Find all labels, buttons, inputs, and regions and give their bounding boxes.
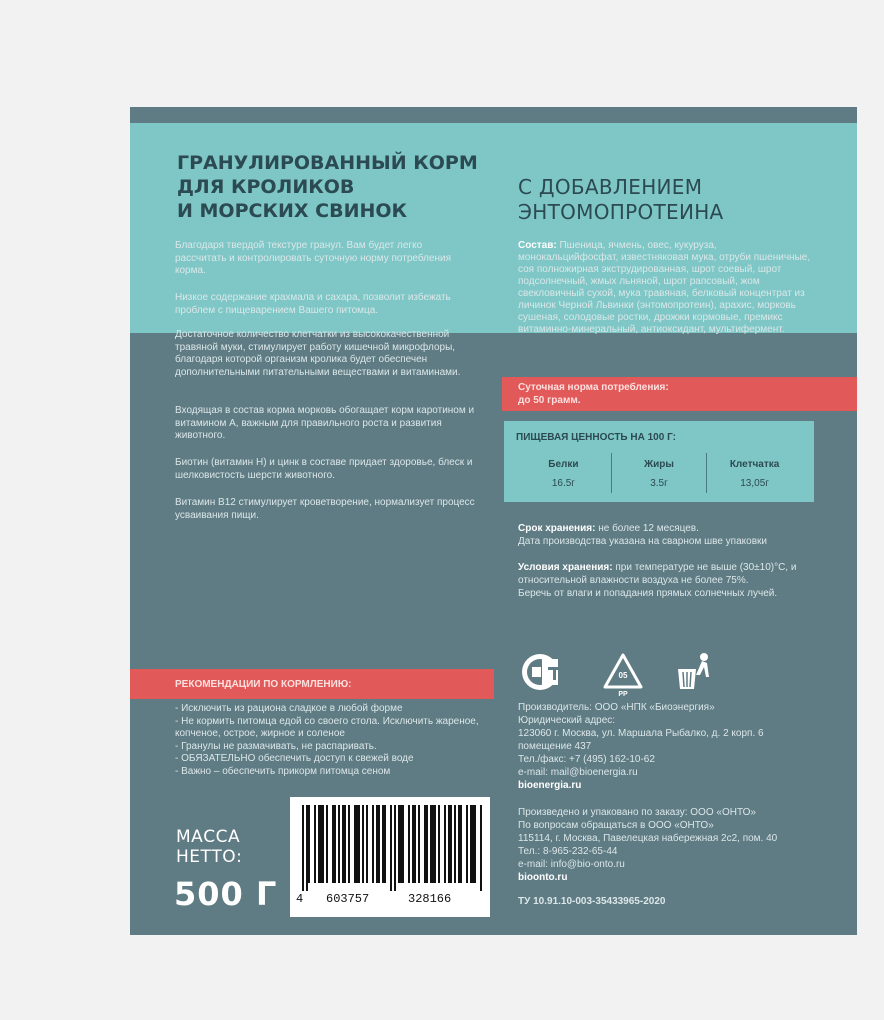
shelf-life-text: не более 12 месяцев. bbox=[595, 523, 699, 534]
barcode-bar bbox=[306, 805, 308, 891]
barcode-bar bbox=[378, 805, 380, 883]
recycle-code: 05 bbox=[618, 671, 628, 680]
shelf-life-note: Дата производства указана на сварном шве упаковки bbox=[518, 536, 767, 547]
daily-norm-banner bbox=[502, 377, 857, 411]
list-item: - Важно – обеспечить прикорм питомца сеном bbox=[175, 765, 391, 777]
product-subtitle: С ДОБАВЛЕНИЕМ ЭНТОМОПРОТЕИНА bbox=[518, 175, 724, 224]
barcode-bar bbox=[354, 805, 356, 883]
barcode-bar bbox=[358, 805, 360, 883]
net-weight: 500 Г bbox=[174, 875, 278, 913]
barcode-bar bbox=[376, 805, 378, 883]
packer-info: Произведено и упаковано по заказу: ООО «ОНТО» По вопросам обращаться в ООО «ОНТО» 115114, г. Москва, Павелецкая набережная 2с2, пом. 40 Тел.: 8-965-232-65-44 e-mail: info@bio-onto.ru bioonto.ru bbox=[518, 806, 828, 884]
barcode-bar bbox=[320, 805, 322, 883]
barcode-bar bbox=[366, 805, 368, 883]
nutrition-header: Клетчатка bbox=[729, 459, 780, 471]
composition-label: Состав: bbox=[518, 240, 557, 251]
barcode-bar bbox=[438, 805, 440, 883]
barcode-bar bbox=[372, 805, 374, 883]
barcode-bar bbox=[460, 805, 462, 883]
barcode-digits-left: 603757 bbox=[326, 892, 370, 906]
nutrition-value: 16.5г bbox=[516, 475, 611, 493]
list-item: - ОБЯЗАТЕЛЬНО обеспечить доступ к свежей воде bbox=[175, 753, 414, 764]
barcode-bar bbox=[430, 805, 432, 883]
barcode-bar bbox=[356, 805, 358, 883]
barcode-bar bbox=[334, 805, 336, 883]
barcode-bar bbox=[308, 805, 310, 883]
composition bbox=[518, 240, 818, 336]
barcode-bar bbox=[318, 805, 320, 883]
barcode-bar bbox=[348, 805, 350, 883]
barcode-bar bbox=[302, 805, 304, 891]
barcode-bar bbox=[458, 805, 460, 883]
recommendations-banner bbox=[130, 669, 494, 699]
nutrition-value: 13,05г bbox=[740, 478, 769, 490]
barcode-bar bbox=[382, 805, 384, 883]
barcode-bar bbox=[322, 805, 324, 883]
shelf-life-label: Срок хранения: bbox=[518, 523, 596, 534]
benefit-text: Низкое содержание крахмала и сахара, позволит избежать проблем с пищеварением Вашего питомца. bbox=[175, 292, 451, 316]
barcode-bar bbox=[474, 805, 476, 883]
barcode-bar bbox=[412, 805, 414, 883]
certification-icons bbox=[518, 647, 718, 697]
barcode-bar bbox=[434, 805, 436, 883]
nutrition-table bbox=[516, 453, 802, 493]
barcode-bar bbox=[418, 805, 420, 883]
barcode-bar bbox=[342, 805, 344, 883]
manufacturer-info: Производитель: ООО «НПК «Биоэнергия» Юридический адрес: 123060 г. Москва, ул. Маршала Рыбалко, д. 2 корп. 6 помещение 437 Тел./факс: +7 (495) 162-10-62 e-mail: mail@bioenergia.ru bioenergia.ru bbox=[518, 701, 828, 792]
storage-conditions bbox=[518, 561, 828, 600]
benefit-text: Биотин (витамин Н) и цинк в составе придает здоровье, блеск и шелковистость шерсти животного. bbox=[175, 457, 473, 481]
barcode-bars bbox=[298, 805, 482, 891]
barcode-bar bbox=[398, 805, 400, 883]
packer-site: bioonto.ru bbox=[518, 872, 568, 883]
nutrition-box bbox=[504, 421, 814, 502]
net-mass-label: МАССА НЕТТО: bbox=[176, 827, 243, 867]
barcode-bar bbox=[344, 805, 346, 883]
benefit-text: Достаточное количество клетчатки из высококачественной травяной муки, стимулирует работу кишечной микрофлоры, благодаря которой организм кролика будет обеспечен дополнительными питательными веществами и витаминами. bbox=[175, 329, 461, 378]
barcode-bar bbox=[444, 805, 446, 883]
barcode-bar bbox=[448, 805, 450, 883]
benefit-text: Витамин В12 стимулирует кроветворение, нормализует процесс усваивания пищи. bbox=[175, 497, 475, 521]
barcode-bar bbox=[466, 805, 468, 883]
benefit-text: Входящая в состав корма морковь обогащает корм каротином и витамином А, важным для правильного роста и развития животного. bbox=[175, 405, 475, 441]
dispose-in-bin-icon bbox=[678, 653, 709, 689]
barcode-bar bbox=[414, 805, 416, 883]
barcode-bar bbox=[394, 805, 396, 891]
barcode-bar bbox=[402, 805, 404, 883]
storage-text: при температуре не выше (30±10)°С, и относительной влажности воздуха не более 75%. bbox=[518, 562, 797, 586]
barcode-bar bbox=[450, 805, 452, 883]
recommendations-list bbox=[175, 703, 490, 778]
barcode-bar bbox=[390, 805, 392, 891]
benefit-text: Благодаря твердой текстуре гранул. Вам будет легко рассчитать и контролировать суточную норму потребления корма. bbox=[175, 240, 452, 276]
tech-spec-number: ТУ 10.91.10-003-35433965-2020 bbox=[518, 896, 666, 907]
barcode bbox=[290, 797, 490, 917]
manufacturer-site: bioenergia.ru bbox=[518, 780, 582, 791]
nutrition-value: 3.5г bbox=[611, 475, 706, 493]
barcode-bar bbox=[432, 805, 434, 883]
barcode-bar bbox=[326, 805, 328, 883]
nutrition-title: ПИЩЕВАЯ ЦЕННОСТЬ НА 100 Г: bbox=[516, 432, 676, 443]
recycle-05-pp-icon bbox=[605, 655, 641, 697]
storage-note: Беречь от влаги и попадания прямых солнечных лучей. bbox=[518, 588, 778, 599]
composition-text: Пшеница, ячмень, овес, кукуруза, монокальцийфосфат, известняковая мука, отруби пшеничные, соя полножирная экструдированная, шрот соевый, шрот подсолнечный, жмых льняной, шрот рапсовый, жом свекловичный сухой, мука травяная, белковый концентрат из личинок Черной Львинки (энтомопротеин), арахис, морковь сушеная, солодовые ростки, дрожжи кормовые, премикс витаминно-минеральный, антиоксидант, мультифермент. bbox=[518, 240, 811, 335]
barcode-bar bbox=[454, 805, 456, 883]
barcode-bar bbox=[470, 805, 472, 883]
barcode-bar bbox=[472, 805, 474, 883]
barcode-bar bbox=[400, 805, 402, 883]
barcode-bar bbox=[384, 805, 386, 883]
list-item: - Гранулы не размачивать, не распаривать. bbox=[175, 740, 377, 752]
barcode-digit-lead: 4 bbox=[296, 892, 304, 906]
shelf-life bbox=[518, 522, 828, 548]
barcode-bar bbox=[480, 805, 482, 891]
recommendations-title: РЕКОМЕНДАЦИИ ПО КОРМЛЕНИЮ: bbox=[175, 679, 352, 690]
barcode-bar bbox=[424, 805, 426, 883]
barcode-digits-right: 328166 bbox=[408, 892, 452, 906]
storage-label: Условия хранения: bbox=[518, 562, 613, 573]
barcode-bar bbox=[338, 805, 340, 883]
product-title: ГРАНУЛИРОВАННЫЙ КОРМ ДЛЯ КРОЛИКОВ И МОРСКИХ СВИНОК bbox=[177, 152, 478, 222]
nutrition-header: Жиры bbox=[611, 453, 706, 475]
list-item: - Исключить из рациона сладкое в любой форме bbox=[175, 703, 403, 714]
daily-norm-value: до 50 грамм. bbox=[518, 395, 581, 406]
barcode-bar bbox=[426, 805, 428, 883]
pct-certification-icon bbox=[522, 654, 562, 690]
barcode-bar bbox=[332, 805, 334, 883]
package-panel bbox=[130, 107, 857, 935]
list-item: - Не кормить питомца едой со своего стола. Исключить жареное, копченое, острое, жирное и соленое bbox=[175, 715, 479, 739]
nutrition-header: Белки bbox=[516, 453, 611, 475]
recycle-material: PP bbox=[618, 691, 628, 697]
barcode-bar bbox=[362, 805, 364, 883]
barcode-bar bbox=[314, 805, 316, 883]
daily-norm-label: Суточная норма потребления: bbox=[518, 382, 669, 393]
barcode-bar bbox=[408, 805, 410, 883]
